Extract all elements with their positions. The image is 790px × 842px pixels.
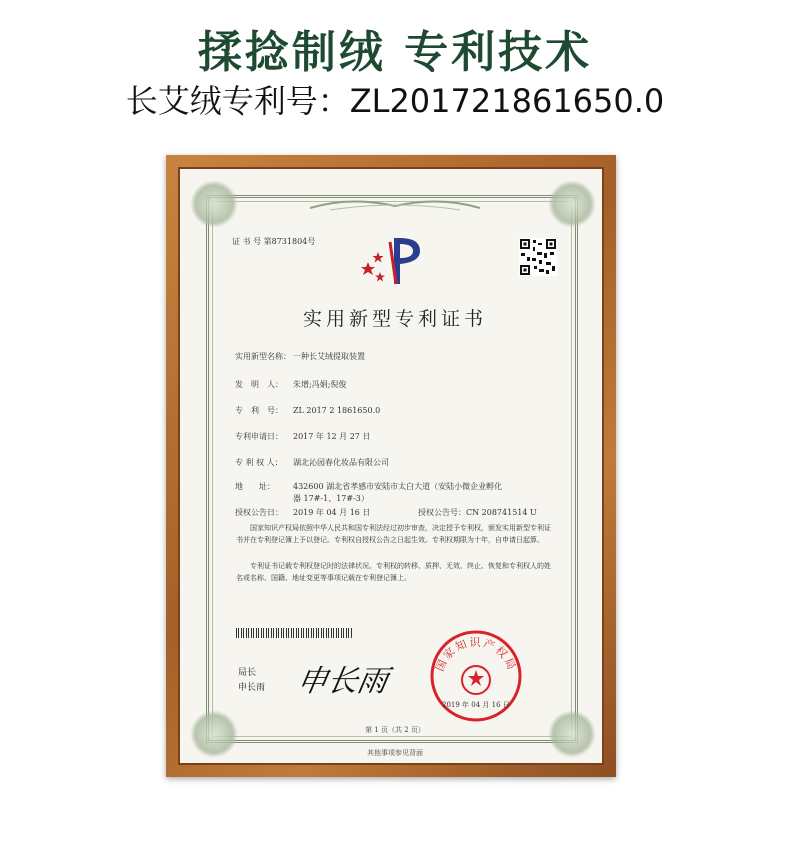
field-label: 发 明 人： bbox=[235, 380, 283, 389]
seal-date: 2019 年 04 月 16 日 bbox=[442, 701, 510, 709]
director-name: 申长雨 bbox=[238, 683, 266, 693]
patent-number-line: 长艾绒专利号：ZL201721861650.0 bbox=[125, 82, 665, 120]
director-title: 局长 bbox=[238, 668, 257, 678]
director-signature: 申长雨 bbox=[294, 664, 391, 699]
footer-note: 其他事项参见背面 bbox=[367, 749, 423, 757]
field-value: 朱增;冯娟;倪俊 bbox=[293, 380, 347, 389]
qr-code-icon bbox=[519, 238, 557, 276]
field-label: 专利申请日： bbox=[235, 432, 283, 441]
certificate-number: 证 书 号 第8731804号 bbox=[232, 237, 316, 246]
field-label: 实用新型名称： bbox=[235, 352, 291, 361]
patent-office-logo-icon bbox=[360, 232, 430, 288]
field-address bbox=[235, 481, 510, 505]
field-value: 一种长艾绒提取装置 bbox=[293, 352, 365, 361]
field-inventor bbox=[235, 379, 346, 390]
top-ornament bbox=[310, 196, 480, 214]
corner-ornament bbox=[190, 180, 238, 228]
field-patentee bbox=[235, 457, 389, 468]
field-label: 专 利 号： bbox=[235, 406, 283, 415]
field-label: 授权公告号： bbox=[418, 508, 466, 517]
corner-ornament bbox=[548, 180, 596, 228]
field-label: 授权公告日： bbox=[235, 508, 283, 517]
field-value: 2017 年 12 月 27 日 bbox=[293, 432, 371, 441]
field-grant-number bbox=[418, 507, 537, 518]
certificate-paragraph: 国家知识产权局依照中华人民共和国专利法经过初步审查，决定授予专利权，颁发实用新型专利证书并在专利登记簿上予以登记。专利权自授权公告之日起生效。专利权期限为十年，自申请日起算。 bbox=[236, 524, 551, 544]
field-value: 湖北沁园春化妆品有限公司 bbox=[293, 458, 389, 467]
svg-text:国家知识产权局 bbox=[433, 636, 519, 673]
field-value: ZL 2017 2 1861650.0 bbox=[293, 406, 381, 415]
field-value: 432600 湖北省孝感市安陆市太白大道（安陆小微企业孵化器 17#-1、17#-3） bbox=[293, 482, 503, 503]
page-headline: 揉捻制绒 专利技术 bbox=[197, 27, 593, 78]
field-grant-date bbox=[235, 507, 370, 518]
field-patent-number bbox=[235, 405, 380, 416]
field-value: CN 208741514 U bbox=[466, 508, 537, 517]
field-name bbox=[235, 351, 365, 362]
seal-text: 国家知识产权局 bbox=[433, 635, 519, 674]
field-label: 地 址： bbox=[235, 482, 275, 491]
field-value: 2019 年 04 月 16 日 bbox=[293, 508, 371, 517]
field-filing-date bbox=[235, 431, 370, 442]
page-number: 第 1 页（共 2 页） bbox=[365, 726, 425, 734]
certificate-title: 实用新型专利证书 bbox=[302, 308, 487, 330]
barcode bbox=[236, 628, 352, 638]
field-label: 专 利 权 人： bbox=[235, 458, 283, 467]
certificate-paragraph: 专利证书记载专利权登记时的法律状况。专利权的转移、质押、无效、终止、恢复和专利权人的姓名或名称、国籍、地址变更等事项记载在专利登记簿上。 bbox=[236, 562, 551, 582]
